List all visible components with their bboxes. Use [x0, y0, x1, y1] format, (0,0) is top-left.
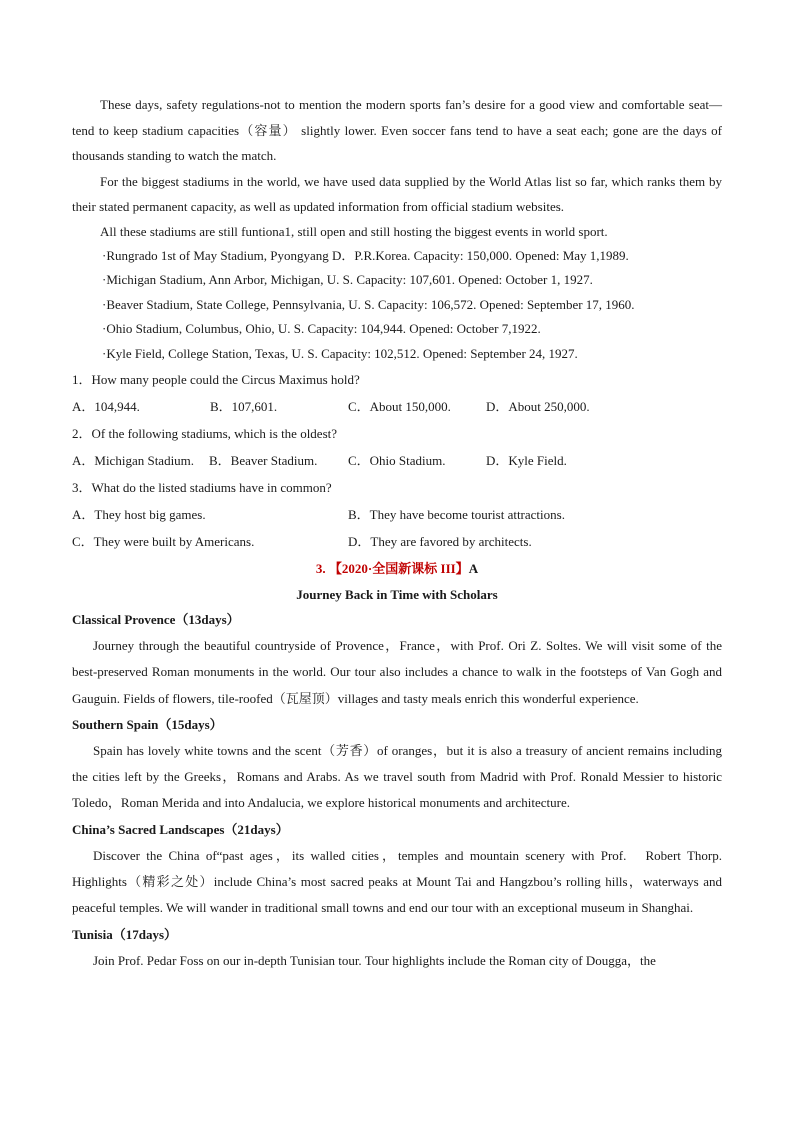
question-3	[72, 474, 722, 555]
option-d: D．They are favored by architects.	[348, 534, 532, 549]
source-letter: A	[468, 561, 479, 576]
option-a: A．Michigan Stadium.	[72, 453, 195, 468]
tour-description: Journey through the beautiful countryside of Provence，France，with Prof. Ori Z. Soltes. We will visit some of the best-preserved Roman monuments in the world. Our tour also includes a chance to walk in the footsteps of Van Gogh and Gauguin. Fields of flowers, tile-roofed（瓦屋顶）villages and tasty meals enrich this wonderful experience.	[72, 638, 722, 706]
tour-heading: Classical Provence（13days）	[72, 612, 240, 627]
tour-section	[72, 607, 722, 712]
option-a: A．104,944.	[72, 399, 140, 414]
stadium-item: ·Beaver Stadium, State College, Pennsylvania, U. S. Capacity: 106,572. Opened: September 17, 1960.	[102, 296, 635, 312]
source-text: 3. 【2020·全国新课标 III】	[315, 561, 469, 576]
document-page	[72, 92, 722, 974]
option-b: B．They have become tourist attractions.	[348, 507, 565, 522]
section-source-label	[72, 555, 722, 582]
tour-description: Discover the China of“past ages，its walled cities，temples and mountain scenery with Prof. Robert Thorp. Highlights（精彩之处）include China’s most sacred peaks at Mount Tai and Hangzbou’s rolling hills，waterways and peaceful temples. We will wander in traditional small towns and end our tour with an exceptional museum in Shanghai.	[72, 847, 722, 916]
tour-section	[72, 922, 722, 974]
question-options	[72, 393, 722, 420]
tour-section	[72, 817, 722, 922]
option-c: C．About 150,000.	[348, 399, 451, 414]
passage-paragraph-2: For the biggest stadiums in the world, we have used data supplied by the World Atlas list so far, which ranks them by their stated permanent capacity, as well as updated information from official stadium websites.	[72, 173, 722, 214]
stadium-item: ·Rungrado 1st of May Stadium, Pyongyang D．P.R.Korea. Capacity: 150,000. Opened: May 1,1989.	[102, 247, 629, 263]
question-2	[72, 420, 722, 474]
option-c: C．Ohio Stadium.	[348, 453, 446, 468]
option-c: C．They were built by Americans.	[72, 534, 255, 549]
passage-paragraph-1: These days, safety regulations-not to mention the modern sports fan’s desire for a good view and comfortable seat—tend to keep stadium capacities（容量） slightly lower. Even soccer fans tend to have a seat each; gone are the days of thousands standing to watch the match.	[72, 97, 722, 163]
stadium-list	[72, 244, 722, 367]
tour-heading: Southern Spain（15days）	[72, 716, 223, 732]
tour-heading: China’s Sacred Landscapes（21days）	[72, 821, 289, 837]
tour-description: Spain has lovely white towns and the scent（芳香）of oranges，but it is also a treasury of ancient remains including the cities left by the Greeks，Romans and Arabs. As we travel south from Madrid with Prof. Ronald Messier to historic Toledo，Roman Merida and into Andalucia, we explore historical monuments and architecture.	[72, 742, 722, 811]
question-1	[72, 366, 722, 420]
passage-title: Journey Back in Time with Scholars	[296, 587, 498, 602]
option-a: A．They host big games.	[72, 507, 206, 522]
option-b: B．107,601.	[210, 399, 278, 414]
question-options-row-2	[72, 528, 722, 555]
stadium-item: ·Ohio Stadium, Columbus, Ohio, U. S. Capacity: 104,944. Opened: October 7,1922.	[102, 321, 541, 336]
option-d: D．About 250,000.	[486, 399, 590, 414]
tour-section	[72, 712, 722, 817]
question-stem: 2．Of the following stadiums, which is the oldest?	[72, 426, 338, 441]
tour-description: Join Prof. Pedar Foss on our in-depth Tunisian tour. Tour highlights include the Roman city of Dougga，the	[93, 952, 656, 968]
tour-heading: Tunisia（17days）	[72, 926, 178, 942]
question-stem: 1．How many people could the Circus Maximus hold?	[72, 372, 360, 387]
question-options	[72, 447, 722, 474]
option-b: B．Beaver Stadium.	[209, 453, 318, 468]
stadium-item: ·Michigan Stadium, Ann Arbor, Michigan, U. S. Capacity: 107,601. Opened: October 1, 1927.	[102, 272, 593, 287]
passage-paragraph-3: All these stadiums are still funtiona1, still open and still hosting the biggest events in world sport.	[100, 223, 608, 239]
option-d: D．Kyle Field.	[486, 453, 567, 468]
question-stem: 3．What do the listed stadiums have in common?	[72, 480, 332, 495]
stadium-item: ·Kyle Field, College Station, Texas, U. S. Capacity: 102,512. Opened: September 24, 1927.	[102, 345, 578, 361]
question-options-row-1	[72, 501, 722, 528]
